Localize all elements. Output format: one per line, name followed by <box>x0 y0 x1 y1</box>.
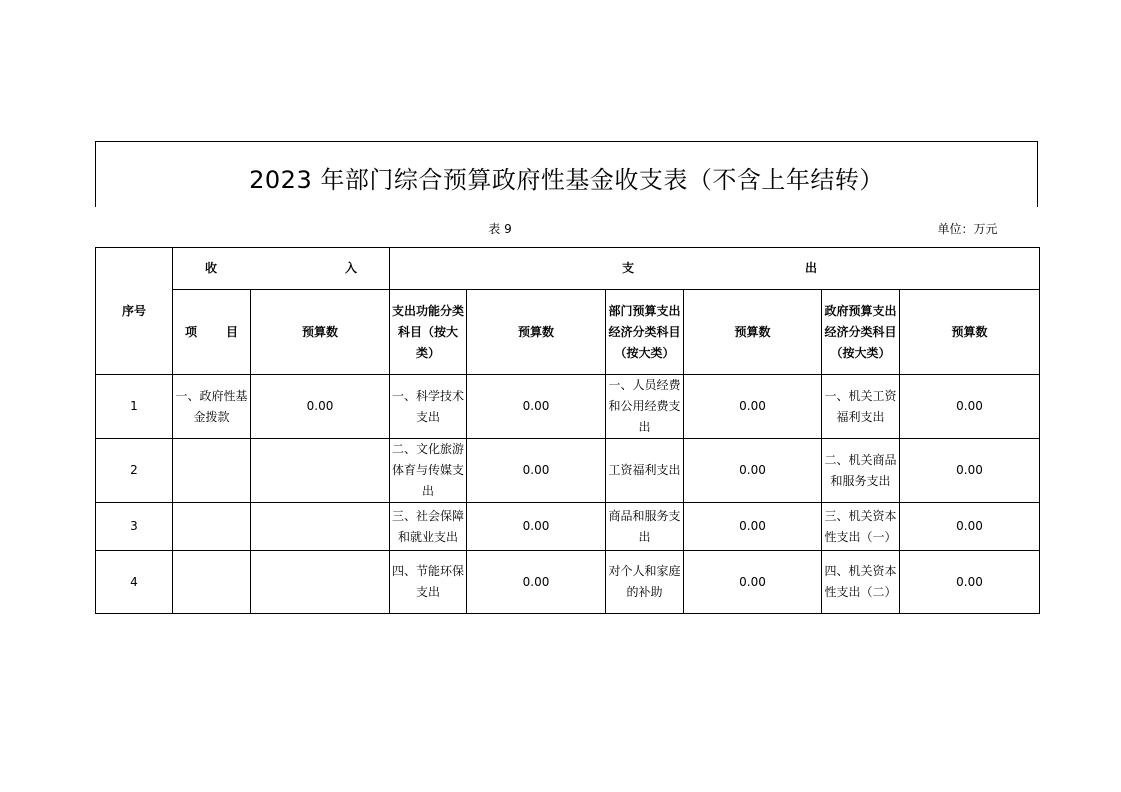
row-func-budget: 0.00 <box>467 503 606 551</box>
row-item-budget <box>251 551 390 614</box>
unit-label: 单位：万元 <box>937 222 998 236</box>
row-func: 一、科学技术支出 <box>390 375 467 439</box>
row-item <box>173 439 251 503</box>
budget-table <box>95 247 1040 614</box>
header-expense <box>390 248 1040 290</box>
row-dept-budget: 0.00 <box>684 439 822 503</box>
row-func: 四、节能环保支出 <box>390 551 467 614</box>
header-item-char-1: 项 <box>185 324 198 339</box>
header-gov-econ: 政府预算支出经济分类科目（按大类） <box>822 290 900 375</box>
row-dept: 一、人员经费和公用经费支出 <box>606 375 684 439</box>
row-seq: 3 <box>96 503 173 551</box>
row-gov-budget: 0.00 <box>900 551 1040 614</box>
row-gov: 一、机关工资福利支出 <box>822 375 900 439</box>
row-seq: 2 <box>96 439 173 503</box>
header-income-char-2: 入 <box>344 261 357 275</box>
row-gov: 四、机关资本性支出（二） <box>822 551 900 614</box>
row-dept-budget: 0.00 <box>684 503 822 551</box>
row-item: 一、政府性基金拨款 <box>173 375 251 439</box>
header-expense-char-2: 出 <box>805 261 818 275</box>
table-row <box>96 503 1040 551</box>
row-seq: 1 <box>96 375 173 439</box>
row-item-budget <box>251 503 390 551</box>
header-item <box>173 290 251 375</box>
header-dept-econ: 部门预算支出经济分类科目（按大类） <box>606 290 684 375</box>
row-func-budget: 0.00 <box>467 439 606 503</box>
table-row <box>96 439 1040 503</box>
row-gov: 二、机关商品和服务支出 <box>822 439 900 503</box>
header-func-budget: 预算数 <box>467 290 606 375</box>
row-dept: 工资福利支出 <box>606 439 684 503</box>
header-seq: 序号 <box>96 248 173 375</box>
row-item <box>173 551 251 614</box>
row-gov: 三、机关资本性支出（一） <box>822 503 900 551</box>
table-row <box>96 551 1040 614</box>
row-seq: 4 <box>96 551 173 614</box>
row-item-budget: 0.00 <box>251 375 390 439</box>
header-income-char-1: 收 <box>205 261 218 275</box>
row-gov-budget: 0.00 <box>900 439 1040 503</box>
row-dept-budget: 0.00 <box>684 375 822 439</box>
header-row-2 <box>96 290 1040 375</box>
row-func-budget: 0.00 <box>467 551 606 614</box>
row-item-budget <box>251 439 390 503</box>
header-expense-char-1: 支 <box>622 261 635 275</box>
header-income <box>173 248 390 290</box>
header-row-1 <box>96 248 1040 290</box>
table-number: 表 9 <box>488 222 512 236</box>
header-income-budget: 预算数 <box>251 290 390 375</box>
row-func: 三、社会保障和就业支出 <box>390 503 467 551</box>
row-item <box>173 503 251 551</box>
page-title: 2023 年部门综合预算政府性基金收支表（不含上年结转） <box>249 166 884 194</box>
row-dept-budget: 0.00 <box>684 551 822 614</box>
header-gov-budget: 预算数 <box>900 290 1040 375</box>
title-box <box>95 141 1038 207</box>
row-func-budget: 0.00 <box>467 375 606 439</box>
row-dept: 商品和服务支出 <box>606 503 684 551</box>
header-dept-budget: 预算数 <box>684 290 822 375</box>
row-func: 二、文化旅游体育与传媒支出 <box>390 439 467 503</box>
row-dept: 对个人和家庭的补助 <box>606 551 684 614</box>
table-row <box>96 375 1040 439</box>
row-gov-budget: 0.00 <box>900 375 1040 439</box>
header-func-class: 支出功能分类科目（按大类） <box>390 290 467 375</box>
header-item-char-2: 目 <box>225 324 238 339</box>
row-gov-budget: 0.00 <box>900 503 1040 551</box>
